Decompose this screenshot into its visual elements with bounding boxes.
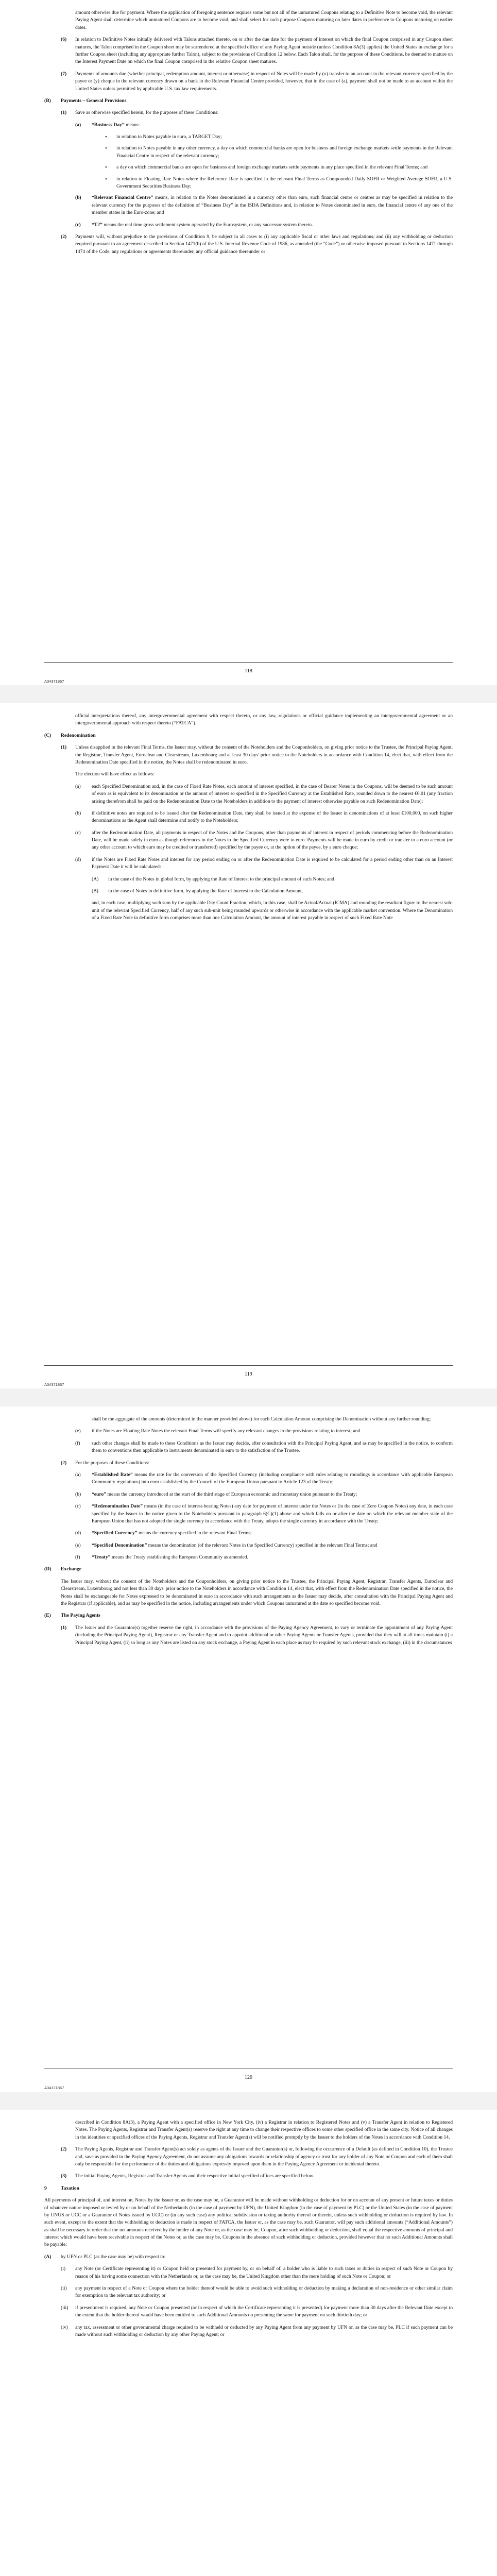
section-label: 9 (44, 2185, 47, 2191)
clause-text: Payments of amounts due (whether principal, redemption amount, interest or otherwise) in respect of Notes will be made by (x) transfer to an account in the relevant currency specified by the payee or (y) cheque in the relevant currency drawn on a bank in the Relevant Financial Centre provided, however, that in the case of (a), payment shall not be made to an account within the United States unless permitted by applicable U.S. tax law requirements. (75, 71, 453, 92)
subclause-c (44, 829, 453, 852)
defined-term: “Business Day” (92, 122, 125, 128)
paragraph-continuation: official interpretations thereof, any intergovernmental agreement with respect thereto, or any law, regulations or official guidance implementing an intergovernmental agreement or an intergovernmental approach with respect thereto (“FATCA”). (75, 713, 453, 726)
subclause-iv (44, 2324, 453, 2339)
clause-6 (44, 36, 453, 66)
section-title: Taxation (61, 2185, 79, 2191)
subclause-text: such other changes shall be made to these Conditions as the Issuer may decide, after consultation with the Principal Paying Agent, and as may be specified in the notice, to conform them to conventions then applicable to instruments denominated in euro to the satisfaction of the Trustee. (92, 1440, 453, 1454)
definition-relevant-financial-centre (44, 194, 453, 216)
bullet-icon: • (105, 176, 107, 182)
definition-text: means (in the case of interest-bearing Notes) any date for payment of interest under the Notes or (in the case of Zero Coupon Notes) any date, in each case specified by the Issuer in the notice given to the Noteholders pursuant to paragraph 6(C)(1) above and which falls on or after the date on which the relevant member state of the European Union that has not adopted the single currency in accordance with the Treaty, adopts the single currency in accordance with the Treaty; (92, 1503, 453, 1524)
clause-text: Unless disapplied in the relevant Final Terms, the Issuer may, without the consent of the Noteholders and the Couponholders, on giving prior notice to the Trustee, the Principal Paying Agent, the Registrar, Transfer Agent, Euroclear and Clearstream, Luxembourg and at least 30 days' prior notice to the Noteholders in accordance with Condition 14, elect that, with effect from the Redenomination Date specified in the notice, the Notes shall be redenominated in euro. (75, 744, 453, 765)
subclause-label: (ii) (61, 2285, 67, 2292)
definition-text: means the denomination (of the relevant Notes in the Specified Currency) specified in the relevant Final Terms; and (147, 1542, 378, 1548)
section-title: Redenomination (61, 732, 96, 738)
subclause-label: (B) (92, 888, 98, 894)
paragraph-continuation: amount otherwise due for payment. Where the application of foregoing sentence requires some but not all of the unmatured Coupons relating to a Definitive Note to become void, the relevant Paying Agent shall determine which unmatured Coupons are to become void, and shall select for such purpose Coupons maturing on later dates in preference to Coupons maturing on earlier dates. (75, 10, 453, 30)
clause-label: (2) (61, 233, 67, 240)
subclause-label: (iii) (61, 2304, 68, 2311)
subclause-text: any Note (or Certificate representing it) or Coupon held or presented for payment by, or on behalf of, a holder who is liable to such taxes or duties in respect of such Note or Coupon by reason of his having some connection with the Netherlands or, as the case may be, the United Kingdom other than the mere holding of such Note or Coupon; or (75, 2266, 453, 2279)
subclause-label: (b) (75, 1491, 81, 1497)
clause-label: (2) (61, 2146, 67, 2153)
section-label: (B) (44, 97, 51, 104)
subclause-label: (c) (75, 222, 81, 228)
subclause-label: (a) (75, 1471, 81, 1478)
clause-e1 (44, 1624, 453, 1647)
section-d-heading (44, 1566, 453, 1573)
definition-text: means the Treaty establishing the European Community as amended. (110, 1554, 248, 1561)
clause-e2 (44, 2146, 453, 2168)
subclause-label: (b) (75, 195, 81, 201)
list-item: • in relation to Floating Rate Notes where the Reference Rate is specified in the relevant Final Terms as Compounded Daily SOFR or Weighted Average SOFR, a U.S. Government Securities Business Day; (105, 176, 453, 191)
definition-euro (44, 1491, 453, 1498)
list-item: • in relation to Notes payable in any other currency, a day on which commercial banks are open for business and foreign exchange markets settle payments in the Relevant Financial Centre in respect of the relevant currency; (105, 145, 453, 160)
subclause-d-a (44, 876, 453, 883)
subclause-label: (c) (75, 829, 81, 836)
definition-text: means, in relation to the Notes denominated in a currency other than euro, such financial centre or centres as may be specified in relation to the relevant currency for the purposes of the definition of “Business Day” in the ISDA Definitions and, in relation to Notes denominated in euro, the financial centre of any one of the member states in the Euro-zone; and (92, 195, 453, 216)
document-page-119 (0, 703, 497, 1388)
page-number: 120 (245, 2075, 252, 2080)
section-label: (D) (44, 1566, 52, 1572)
subclause-text: in the case of the Notes in global form, by applying the Rate of Interest to the principal amount of such Notes; and (108, 876, 334, 882)
clause-9a (44, 2253, 453, 2261)
clause-label: (7) (61, 71, 67, 77)
section-c-heading (44, 732, 453, 739)
subclause-label: (d) (75, 1530, 81, 1536)
definition-text: means the currency introduced at the start of the third stage of European economic and monetary union pursuant to the Treaty; (106, 1491, 357, 1497)
subclause-text: any payment in respect of a Note or Coupon where the holder thereof would be able to avoid such withholding or deduction by making a declaration of non-residence or other similar claim for exemption to the relevant tax authority; or (75, 2285, 453, 2299)
clause-label: (1) (61, 110, 67, 116)
document-page-120 (0, 1406, 497, 2092)
section-label: (C) (44, 732, 52, 738)
subclause-label: (c) (75, 1503, 81, 1510)
clause-c2 (44, 1460, 453, 1467)
subclause-text: any tax, assessment or other governmental charge required to be withheld or deducted by any Paying Agent from any payment by UFN or, as the case may be, PLC if such payment can be made without such withholding or deduction by any other Paying Agent; or (75, 2324, 453, 2337)
subclause-d (44, 856, 453, 871)
paragraph: All payments of principal of, and interest on, Notes by the Issuer or, as the case may be, a Guarantor will be made without withholding or deduction for or on account of any present or future taxes or duties of whatever nature imposed or levied by or on behalf of the Netherlands (in the case of payment by UFN), the United Kingdom (in the case of payment by PLC) or the United States (in the case of payment by UNUS or UCC or a Guarantor of Notes issued by UCC) or (in any such case) any political subdivision or taxing authority thereof or therein, unless such withholding or deduction is required by law. In such event, except to the extent that the withholding or deduction is made in respect of FATCA, the Issuer or, as the case may be, such Guarantor, will pay such additional amounts (“Additional Amounts”) as shall be necessary in order that the net amounts received by the holder of any Note or, as the case may be, Coupon, after such withholding or deduction, shall equal the respective amounts of principal and interest which would have been receivable in respect of the Notes or, as the case may be, Coupons in the absence of such withholding or deduction, provided however that no such Additional Amounts shall be payable: (44, 2197, 453, 2248)
definition-redenomination-date (44, 1503, 453, 1525)
section-b-heading (44, 97, 453, 105)
paragraph-continuation: described in Condition 8A(3), a Paying Agent with a specified office in New York City, (iv) a Registrar in relation to Registered Notes and (v) a Transfer Agent in relation to Registered Notes. The Paying Agents, Registrar and Transfer Agent(s) reserve the right at any time to change their respective offices to some other specified office in the same city. Notice of all changes in the identities or specified offices of the Paying Agents, Registrar and Transfer Agent(s) will be notified promptly by the Issuer to the holders of the Notes in accordance with Condition 14. (75, 2120, 453, 2140)
subclause-label: (a) (75, 783, 81, 789)
document-page-118 (0, 0, 497, 685)
subclause-e (44, 1428, 453, 1435)
subclause-i (44, 2265, 453, 2280)
clause-text: For the purposes of these Conditions: (75, 1460, 149, 1466)
subclause-label: (e) (75, 1428, 81, 1434)
section-e-heading (44, 1612, 453, 1619)
clause-label: (A) (44, 2253, 52, 2260)
section-label: (E) (44, 1613, 51, 1619)
clause-text: by UFN or PLC (as the case may be) with respect to: (61, 2253, 166, 2260)
subclause-label: (iv) (61, 2324, 68, 2330)
clause-text: The Paying Agents, Registrar and Transfer Agent(s) act solely as agents of the Issuer and the Guarantor(s) or, following the occurrence of a Default (as defined in Condition 10), the Trustee and, save as provided in the Paying Agency Agreement, do not assume any obligations towards or relationship of agency or trust for any holder of any Note or Coupon and each of them shall only be responsible for the performance of the duties and obligations expressly imposed upon them in the Paying Agency Agreement or incidental thereto. (75, 2146, 453, 2167)
clause-text: In relation to Definitive Notes initially delivered with Talons attached thereto, on or after the due date for the payment of interest on which the final Coupon comprised in any Coupon sheet matures, the Talon comprised in the Coupon sheet may be surrendered at the specified office of any Paying Agent outside (unless Condition 8A(3) applies) the United States in exchange for a further Coupon sheet (including any appropriate further Talon), subject to the provisions of Condition 12 below. Each Talon shall, for the purpose of these Conditions, be deemed to mature on the Interest Payment Date on which the final Coupon comprised in the relative Coupon sheet matures. (75, 37, 453, 65)
subclause-label: (b) (75, 810, 81, 816)
subclause-text: each Specified Denomination and, in the case of Fixed Rate Notes, each amount of interest specified, in the case of Bearer Notes in the Coupons, will be deemed to be such amount of euro as is equivalent to its denomination or the amount of interest so specified in the Specified Currency at the Established Rate, rounded down to the nearest €0.01 (any fraction arising therefrom shall be paid on the Redenomination Date to the Noteholders in addition to the payment of interest otherwise payable on such Redenomination Date); (92, 783, 453, 804)
clause-7 (44, 71, 453, 93)
page-divider (44, 1365, 453, 1366)
subclause-d-b (44, 888, 453, 895)
business-day-bullets (44, 133, 453, 190)
section-9-heading (44, 2185, 453, 2192)
page-number: 118 (245, 668, 252, 674)
subclause-text: after the Redenomination Date, all payments in respect of the Notes and the Coupons, other than payments of interest in respect of periods commencing before the Redenomination Date, will be made solely in euro as though references in the Notes to the Specified Currency were to euro. Payments will be made in euro by credit or transfer to a euro account (or any other account to which euro may be credited or transferred) specified by the payee or, at the option of the payee, by a euro cheque; (92, 829, 453, 851)
definition-business-day (44, 122, 453, 129)
defined-term: “Established Rate” (92, 1471, 133, 1478)
subclause-label: (f) (75, 1440, 80, 1446)
subclause-label: (e) (75, 1542, 81, 1548)
clause-b1 (44, 109, 453, 116)
document-reference: A34371867 (44, 1382, 64, 1387)
subclause-ii (44, 2285, 453, 2300)
defined-term: “Specified Currency” (92, 1530, 138, 1536)
subclause-f (44, 1440, 453, 1455)
clause-label: (3) (61, 2173, 67, 2179)
definition-specified-currency (44, 1530, 453, 1537)
section-title: The Paying Agents (61, 1613, 100, 1619)
paragraph-continuation: shall be the aggregate of the amounts (determined in the manner provided above) for each Calculation Amount comprising the Denomination without any further rounding; (92, 1416, 431, 1422)
page-number: 119 (245, 1371, 252, 1377)
clause-label: (1) (61, 744, 67, 751)
section-title: Exchange (61, 1566, 81, 1572)
list-item: • in relation to Notes payable in euro, a TARGET Day; (105, 134, 222, 141)
bullet-icon: • (105, 145, 107, 152)
subclause-label: (a) (75, 122, 81, 128)
defined-term: “T2” (92, 222, 102, 228)
clause-label: (1) (61, 1624, 67, 1631)
clause-c1 (44, 744, 453, 766)
definition-established-rate (44, 1471, 453, 1486)
subclause-b (44, 810, 453, 825)
definition-text: means the currency specified in the relevant Final Terms; (137, 1530, 252, 1536)
bullet-icon: • (105, 134, 107, 141)
subclause-label: (A) (92, 876, 99, 882)
paragraph: and, in each case, multiplying such sum by the applicable Day Count Fraction, which, in this case, shall be Actual/Actual (ICMA) and rounding the resultant figure to the nearest sub-unit of the relevant Specified Currency, half of any such sub-unit being rounded upwards or otherwise in accordance with the applicable market convention. Where the Denomination of a Fixed Rate Note in definitive form comprises more than one Calculation Amount, the amount of interest payable in respect of such Fixed Rate Note (92, 900, 453, 921)
subclause-text: if the Notes are Fixed Rate Notes and interest for any period ending on or after the Redenomination Date is required to be calculated for a period ending other than on an Interest Payment Date it will be calculated: (92, 856, 453, 870)
subclause-text: in the case of Notes in definitive form, by applying the Rate of Interest to the Calculation Amount, (108, 888, 303, 894)
section-title: Payments – General Provisions (61, 97, 127, 104)
clause-text: Save as otherwise specified herein, for the purposes of these Conditions: (75, 110, 219, 116)
paragraph: The Issuer may, without the consent of the Noteholders and the Couponholders, on giving prior notice to the Trustee, the Principal Paying Agent, Registrar, Transfer Agents, Euroclear and Clearstream, Luxembourg and not less than 30 days' prior notice to the Noteholders in accordance with Condition 14, elect that, with effect from the Redenomination Date specified in the notice, the Notes shall be exchangeable for Notes expressed to be denominated in euro in accordance with such arrangements as the Issuer may decide, after consultation with the Principal Paying Agent and the Registrar (if applicable), and as may be specified in the notice, including arrangements under which Coupons unmatured at the date so specified become void. (61, 1578, 453, 1607)
subclause-text: if the Notes are Floating Rate Notes the relevant Final Terms will specify any relevant changes to the provisions relating to interest; and (92, 1428, 361, 1434)
definition-text: means: (124, 122, 140, 128)
document-reference: A34371867 (44, 2085, 64, 2090)
clause-e3 (44, 2173, 453, 2180)
list-item: • a day on which commercial banks are open for business and foreign exchange markets settle payments in any place specified in the relevant Final Terms; and (105, 164, 428, 171)
definition-specified-denomination (44, 1542, 453, 1549)
clause-label: (2) (61, 1460, 67, 1466)
defined-term: “Relevant Financial Centre” (92, 195, 153, 201)
clause-text: The Issuer and the Guarantor(s) together reserve the right, in accordance with the provisions of the Paying Agency Agreement, to vary or terminate the appointment of any Paying Agent (including the Principal Paying Agent), Registrar or any Transfer Agent and to appoint additional or other Paying Agents or Transfer Agents, provided that they will at all times maintain (i) a Principal Paying Agent, (ii) so long as any Notes are listed on any stock exchange, a Paying Agent in each place as may be required by such relevant stock exchange, (iii) in the circumstances (75, 1624, 453, 1646)
subclause-label: (i) (61, 2266, 66, 2272)
subclause-iii (44, 2304, 453, 2319)
definition-text: means the rate for the conversion of the Specified Currency (including compliance with rules relating to roundings in accordance with applicable European Community regulations) into euro established by the Council of the European Union pursuant to Article 123 of the Treaty; (92, 1471, 453, 1485)
subclause-a (44, 783, 453, 805)
defined-term: “Redenomination Date” (92, 1503, 143, 1510)
subclause-label: (f) (75, 1554, 80, 1561)
subclause-text: if definitive notes are required to be issued after the Redenomination Date, they shall be issued at the expense of the Issuer in denominations of at least €100,000, on such higher denominations as the Agent shall determine and notify to the Noteholders; (92, 810, 453, 824)
subclause-text: if presentment is required, any Note or Coupon presented (or in respect of which the Certificate representing it is presented) for payment more than 30 days after the Relevant Date except to the extent that the holder thereof would have been entitled to such Additional Amounts on presenting the same for payment on such thirtieth day; or (75, 2304, 453, 2318)
defined-term: “euro” (92, 1491, 107, 1497)
definition-treaty (44, 1554, 453, 1561)
clause-label: (6) (61, 37, 67, 43)
defined-term: “Treaty” (92, 1554, 111, 1561)
document-reference: A34371867 (44, 679, 64, 684)
definition-t2 (44, 222, 453, 229)
bullet-icon: • (105, 164, 107, 171)
page-divider (44, 662, 453, 663)
document-page-121 (0, 2110, 497, 2576)
clause-text: The initial Paying Agents, Registrar and Transfer Agents and their respective initial specified offices are specified below. (75, 2173, 314, 2179)
clause-text: Payments will, without prejudice to the provisions of Condition 9, be subject in all cases to (i) any applicable fiscal or other laws and regulations; and (ii) any withholding or deduction required pursuant to an agreement described in Section 1471(b) of the U.S. Internal Revenue Code of 1986, as amended (the “Code”) or otherwise imposed pursuant to Sections 1471 through 1474 of the Code, any regulations or agreements thereunder, any official guidance thereunder or (75, 233, 453, 255)
definition-text: means the real time gross settlement system operated by the Eurosystem, or any successor system thereto. (102, 222, 313, 228)
defined-term: “Specified Denomination” (92, 1542, 147, 1548)
clause-b2 (44, 233, 453, 256)
subclause-label: (d) (75, 856, 81, 862)
paragraph: The election will have effect as follows: (75, 771, 155, 777)
